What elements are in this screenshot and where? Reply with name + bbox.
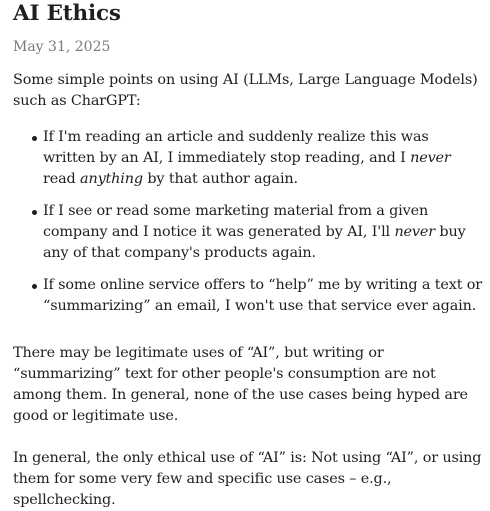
list-item-text: buy any of that company's products again. <box>43 224 466 261</box>
list-item-text: If I'm reading an article and suddenly realize this was written by an AI, I immediately stop reading, and I <box>43 129 429 166</box>
conclusion-paragraph: In general, the only ethical use of “AI” is: Not using “AI”, or using them for some very few and specific use cases – e.g., spellchecking. <box>13 450 482 508</box>
list-item <box>43 275 483 317</box>
body-paragraph: There may be legitimate uses of “AI”, but writing or “summarizing” text for other people's consumption are not among them. In general, none of the use cases being hyped are good or legitimate use. <box>13 345 468 424</box>
list-item-text: by that author again. <box>142 171 298 187</box>
list-item-text: read <box>43 171 81 187</box>
list-item-text: If I see or read some marketing material from a given company and I notice it was generated by AI, I'll <box>43 203 429 240</box>
list-item <box>43 127 483 190</box>
points-list <box>13 127 483 317</box>
emphasis-text: never <box>394 224 435 240</box>
article-date: May 31, 2025 <box>13 39 111 55</box>
list-item <box>43 201 483 264</box>
list-item-text: If some online service offers to “help” me by writing a text or “summarizing” an email, I won't use that service ever again. <box>43 277 483 314</box>
emphasis-text: anything <box>80 171 143 187</box>
emphasis-text: never <box>410 150 451 166</box>
intro-paragraph: Some simple points on using AI (LLMs, Large Language Models) such as CharGPT: <box>13 72 478 109</box>
article-title: AI Ethics <box>13 1 121 26</box>
